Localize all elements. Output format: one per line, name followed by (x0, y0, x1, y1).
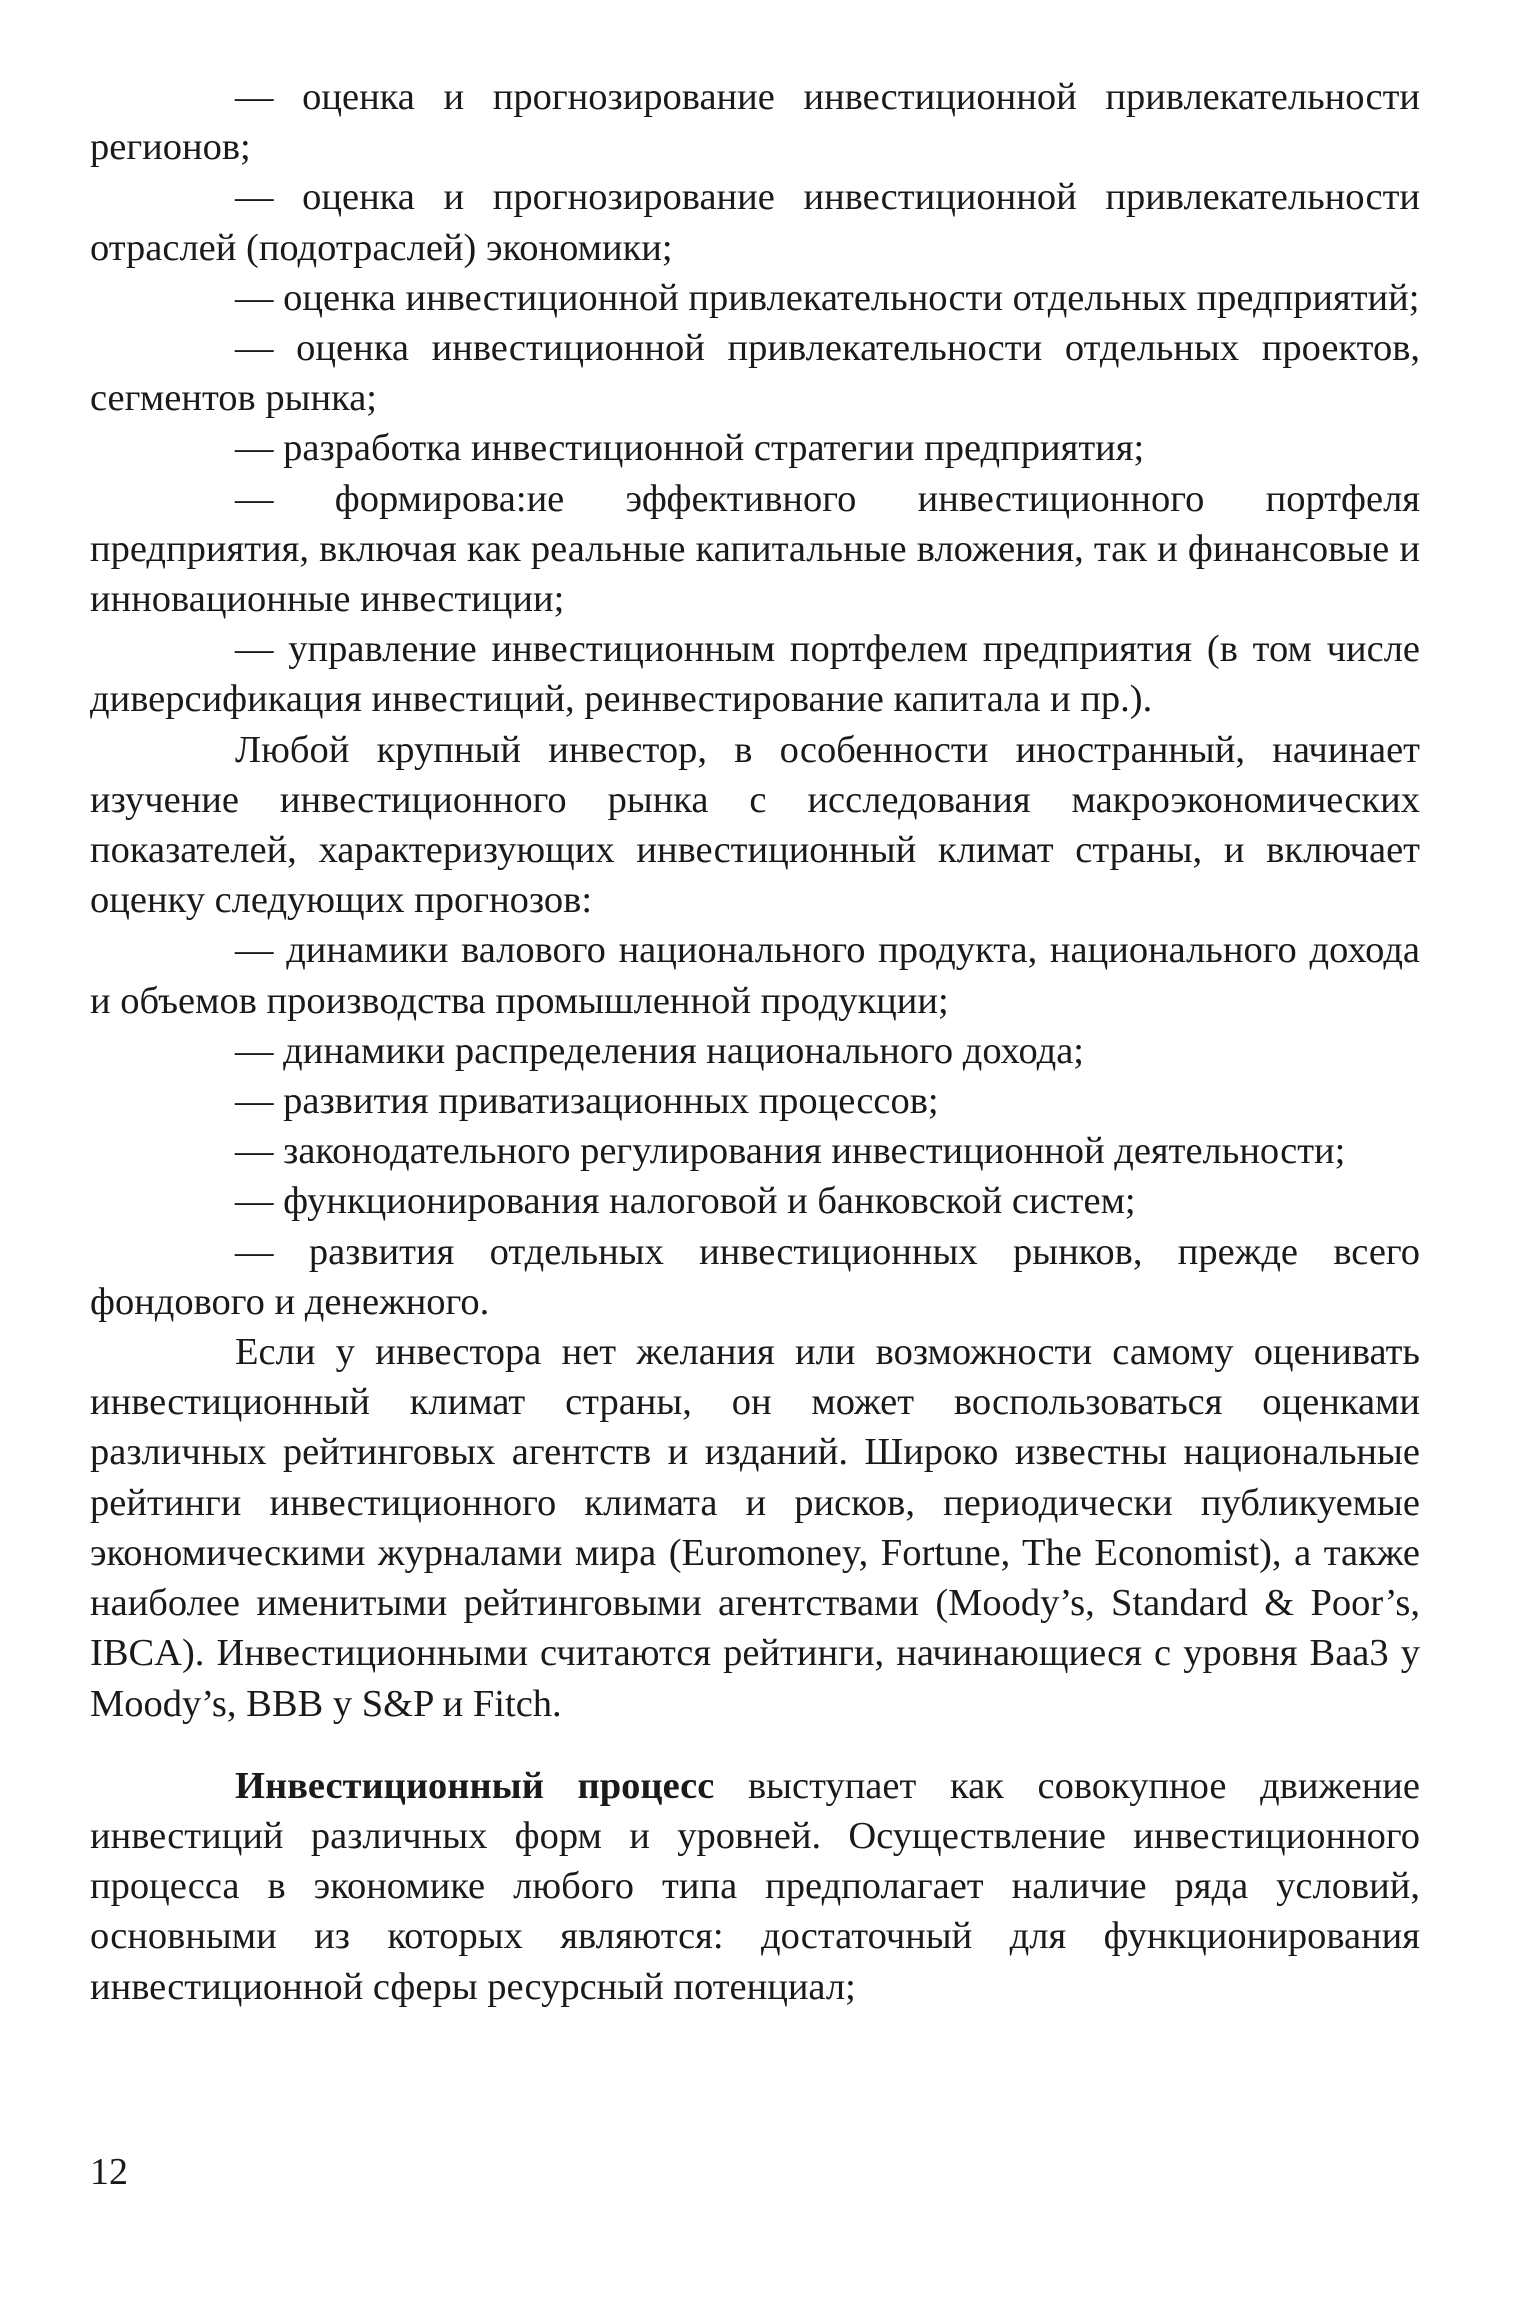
list-item-regions: — оценка и прогнозирование инвестиционной привлекательности регионов; (90, 76, 1420, 169)
list-item-tax-banking: — функционирования налоговой и банковской систем; (235, 1180, 1136, 1223)
page-body (90, 72, 1420, 2012)
paragraph-investment-process-text: выступает как совокупное движение инвестиций различных форм и уровней. Осуществление инвестиционного процесса в экономике любого типа предполагает наличие ряда условий, основными из которых являются: достаточный для функционирования инвестиционной сферы ресурсный потенциал; (90, 1764, 1420, 2008)
paragraph-ratings: Если у инвестора нет желания или возможности самому оценивать инвестиционный климат страны, он может воспользоваться оценками различных рейтинговых агентств и изданий. Широко известны национальные рейтинги инвестиционного климата и рисков, периодически публикуемые экономическими журналами мира (Euromoney, Fortune, The Economist), а также наиболее именитыми рейтинговыми агентствами (Moody’s, Standard & Poor’s, IBCA). Инвестиционными считаются рейтинги, начинающиеся с уровня Baa3 у Moody’s, BBB у S&P и Fitch. (90, 1331, 1420, 1725)
list-item-markets: — развития отдельных инвестиционных рынков, прежде всего фондового и денежного. (90, 1230, 1420, 1323)
paragraph-investment-process (90, 1761, 1420, 2012)
page-number: 12 (90, 2151, 128, 2193)
term-investment-process: Инвестиционный процесс (235, 1764, 715, 1807)
list-item-privatization: — развития приватизационных процессов; (235, 1080, 939, 1123)
list-item-enterprises: — оценка инвестиционной привлекательности отдельных предприятий; (235, 276, 1420, 319)
paragraph-investor: Любой крупный инвестор, в особенности иностранный, начинает изучение инвестиционного рынка с исследования макроэкономических показателей, характеризующих инвестиционный климат страны, и включает оценку следующих прогнозов: (90, 728, 1420, 922)
list-item-portfolio-management: — управление инвестиционным портфелем предприятия (в том числе диверсификация инвестиций, реинвестирование капитала и пр.). (90, 628, 1420, 721)
list-item-portfolio-formation: — формирова:ие эффективного инвестиционного портфеля предприятия, включая как реальные капитальные вложения, так и финансовые и инновационные инвестиции; (90, 477, 1420, 621)
list-item-strategy: — разработка инвестиционной стратегии предприятия; (235, 427, 1145, 470)
list-item-income-distribution: — динамики распределения национального дохода; (235, 1029, 1084, 1072)
list-item-legislation: — законодательного регулирования инвестиционной деятельности; (235, 1130, 1346, 1173)
list-item-gnp-dynamics: — динамики валового национального продукта, национального дохода и объемов производства промышленной продукции; (90, 929, 1420, 1022)
list-item-industries: — оценка и прогнозирование инвестиционной привлекательности отраслей (подотраслей) экономики; (90, 176, 1420, 269)
list-item-projects: — оценка инвестиционной привлекательности отдельных проектов, сегментов рынка; (90, 327, 1420, 420)
